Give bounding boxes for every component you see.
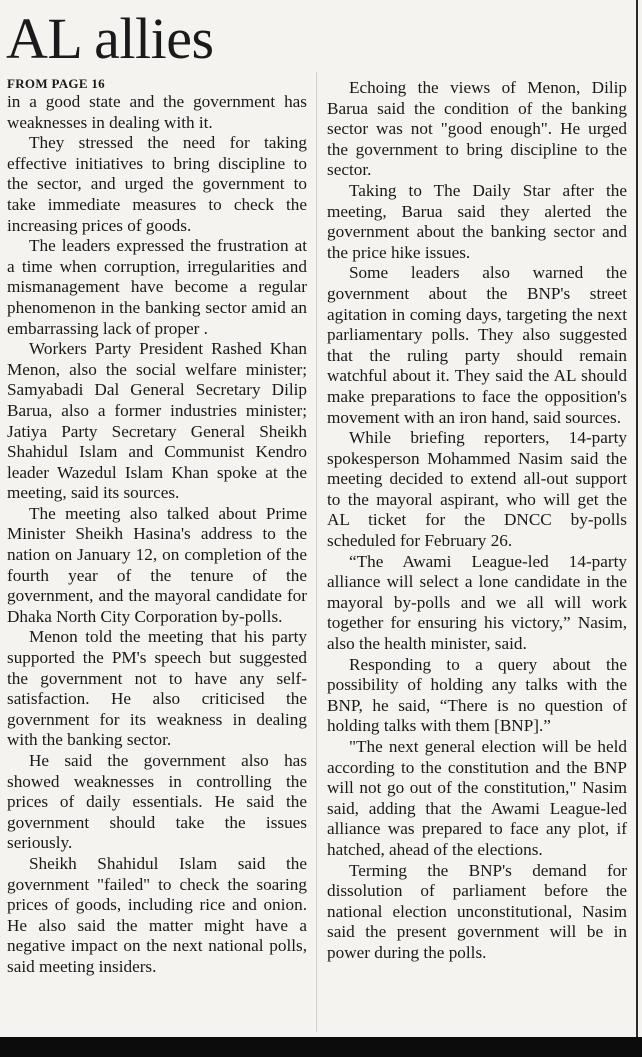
paragraph: “The Awami League-led 14-party alliance will select a lone candidate in the mayoral by-polls and we all will work together for ensuring his victory,” Nasim, also the health minister, said. — [327, 551, 627, 654]
paragraph: Taking to The Daily Star after the meeting, Barua said they alerted the government about the banking sector and the price hike issues. — [327, 180, 627, 262]
paragraph: "The next general election will be held according to the constitution and the BNP will not go out of the constitution," Nasim said, adding that the Awami League-led alliance was prepared to face any plot, if hatched, ahead of the elections. — [327, 737, 627, 859]
paragraph: While briefing reporters, 14-party spokesperson Mohammed Nasim said the meeting decided to extend all-out support to the mayoral aspirant, who will get the AL ticket for the DNCC by-polls scheduled for February 26. — [327, 428, 627, 551]
paragraph: Echoing the views of Menon, Dilip Barua said the condition of the banking sector was not "good enough". He urged the government to bring discipline to the sector. — [327, 78, 627, 180]
article-column-left — [7, 92, 307, 978]
headline: AL allies — [6, 6, 214, 71]
paragraph: Responding to a query about the possibility of holding any talks with the BNP, he said, “There is no question of holding talks with them [BNP].” — [327, 654, 627, 736]
paragraph: Sheikh Shahidul Islam said the government "failed" to check the soaring prices of goods, including rice and onion. He also said the matter might have a negative impact on the next national polls, said meeting insiders. — [7, 853, 307, 976]
paragraph: They stressed the need for taking effective initiatives to bring discipline to the sector, and urged the government to take immediate measures to check the increasing prices of goods. — [7, 133, 307, 235]
paragraph: Menon told the meeting that his party supported the PM's speech but suggested the government not to have any self-satisfaction. He also criticised the government for its weakness in dealing with the banking sector. — [7, 627, 307, 750]
article-column-right — [327, 78, 627, 964]
column-divider — [316, 72, 317, 1032]
scan-bottom-edge — [0, 1037, 642, 1057]
paragraph: The meeting also talked about Prime Minister Sheikh Hasina's address to the nation on January 12, on completion of the fourth year of the tenure of the government, and the mayoral candidate for Dhaka North City Corporation by-polls. — [7, 503, 307, 626]
paragraph: He said the government also has showed weaknesses in controlling the prices of daily essentials. He said the government should take the issues seriously. — [7, 751, 307, 853]
paragraph: The leaders expressed the frustration at a time when corruption, irregularities and mismanagement have become a regular phenomenon in the banking sector amid an embarrassing lack of proper . — [7, 236, 307, 338]
paragraph: in a good state and the government has weaknesses in dealing with it. — [7, 92, 307, 132]
paragraph: Some leaders also warned the government about the BNP's street agitation in coming days, targeting the next parliamentary polls. They also suggested that the ruling party should remain watchful about it. They said the AL should make preparations to face the opposition's movement with an iron hand, said sources. — [327, 263, 627, 427]
paragraph: Terming the BNP's demand for dissolution of parliament before the national election unconstitutional, Nasim said the present government will be in power during the polls. — [327, 860, 627, 962]
continuation-label: FROM PAGE 16 — [7, 76, 105, 91]
page-edge-rule — [636, 0, 638, 1040]
paragraph: Workers Party President Rashed Khan Menon, also the social welfare minister; Samyabadi Dal General Secretary Dilip Barua, also a former industries minister; Jatiya Party Secretary General Sheikh Shahidul Islam and Communist Kendro leader Wazedul Islam Khan spoke at the meeting, said its sources. — [7, 339, 307, 503]
